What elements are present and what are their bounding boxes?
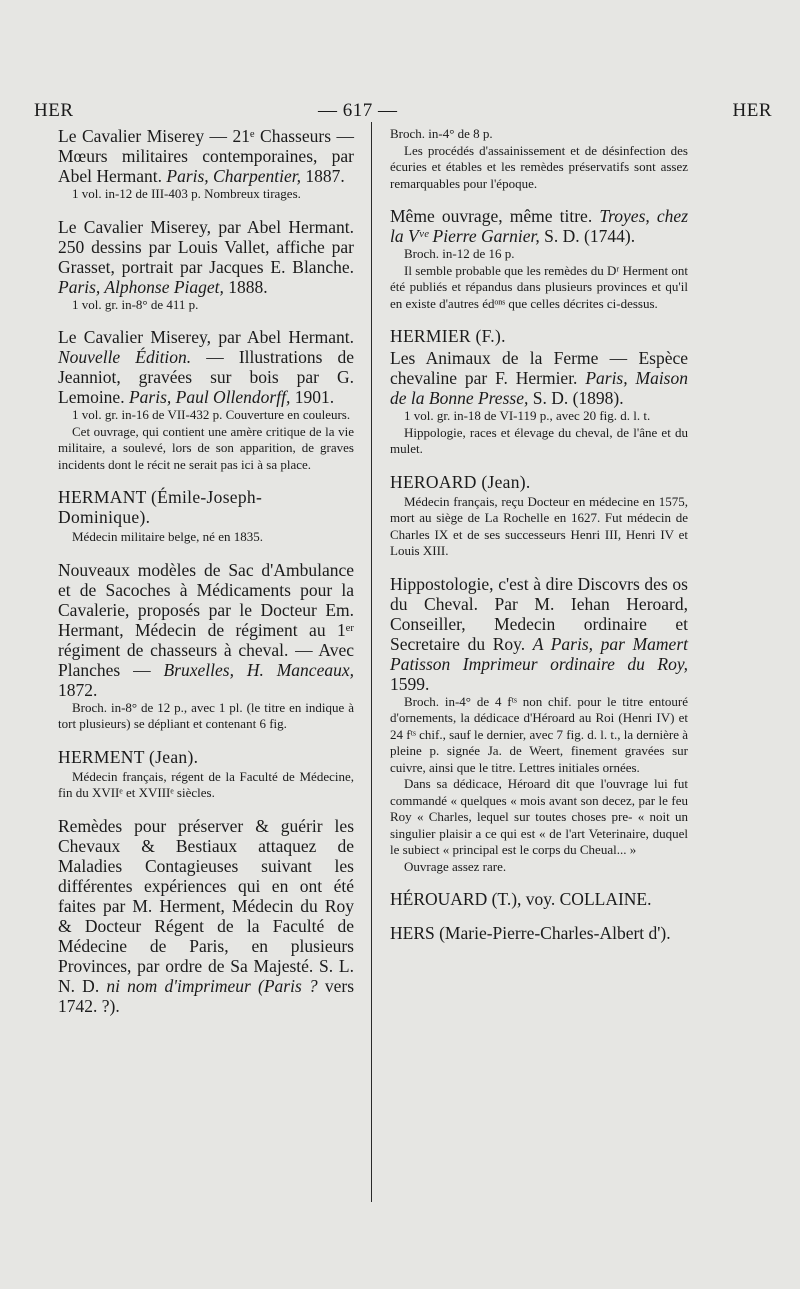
right-column <box>390 126 688 957</box>
entry-note: Les procédés d'assainissement et de désinfection des écuries et étables et les remèdes préservatifs sont assez remarquables pour l'époque. <box>390 142 688 191</box>
entry-note-rarity: Ouvrage assez rare. <box>404 858 507 874</box>
entry-description: Broch. in-4° de 8 p. <box>390 126 493 141</box>
entry-title <box>58 126 354 186</box>
title-text: Remèdes pour préserver & guérir les Chevaux & Bestiaux attaquez de Maladies Contagieuses suivant les différentes expériences qui en ont été faites par M. Herment, Médecin du Roy & Docteur Régent de la Faculté de Médecine de Paris, en plusieurs Provinces, par ordre de Sa Majesté. S. L. N. D. <box>58 815 354 996</box>
year: 1887. <box>305 166 345 186</box>
entry-description: Broch. in-12 de 16 p. <box>404 246 515 261</box>
year: 1872. <box>58 679 98 700</box>
imprint: Paris, Paul Ollendorff, <box>128 387 291 407</box>
entry-note: Cet ouvrage, qui contient une amère critique de la vie militaire, a soulevé, lors de son apparition, de graves incidents dont le récit ne serait pas ici à sa place. <box>58 423 354 472</box>
author-bio: Médecin militaire belge, né en 1835. <box>72 529 263 544</box>
entry-note: Dans sa dédicace, Héroard dit que l'ouvrage lui fut commandé « quelques « mois avant son decez, par le feu Roy « Charles, lequel sur toutes choses pre- « noit un singulier plaisir a ce qui est « de l'art Veterinaire, duquel le subiect « principal est le corps du Cheual... » <box>390 776 688 857</box>
entry-note: Hippologie, races et élevage du cheval, de l'âne et du mulet. <box>390 424 688 456</box>
title-text: Hippostologie, c'est à dire Discovrs des os du Cheval. Par M. Iehan Heroard, Conseiller, Medecin ordinaire et Secretaire du Roy. <box>390 573 688 654</box>
page-number: — 617 — <box>318 100 398 121</box>
entry-description: 1 vol. gr. in-18 de VI-119 p., avec 20 fig. d. l. t. <box>404 408 651 423</box>
running-head <box>34 100 772 124</box>
entry-note: Il semble probable que les remèdes du Dʳ Herment ont été publiés et répandus dans plusieurs provinces et qu'il en existe d'autres édᵒⁿˢ que celles décrites ci-dessus. <box>390 262 688 311</box>
year: S. D. (1898). <box>532 388 624 408</box>
entry-title <box>58 327 354 407</box>
imprint: Paris, Alphonse Piaget, <box>58 276 224 297</box>
year: 1599. <box>390 673 430 694</box>
edition: Nouvelle Édition. <box>58 347 192 367</box>
imprint: Bruxelles, H. Manceaux, <box>163 659 354 680</box>
entry-hippostologie <box>390 574 688 876</box>
entry-title <box>390 348 688 408</box>
imprint: Paris, Charpentier, <box>166 166 302 186</box>
year: 1901. <box>294 387 335 407</box>
imprint: Paris, Maison de la Bonne Presse, <box>390 368 688 408</box>
entry-remedes-cont <box>390 126 688 192</box>
title-text: Les Animaux de la Ferme — Espèce chevaline par F. Hermier. <box>390 348 688 388</box>
entry-cavalier-1887 <box>58 126 354 203</box>
entry-description: Broch. in-4° de 4 fᵗˢ non chif. pour le titre entouré d'ornements, la dédicace d'Héroard au Roi (Henri IV) et 24 fᵗˢ chif., sauf le dernier, avec 7 fig. d. l. t., la dernière à pleine p. signée Ja. de Weert, finement gravées sur cuivre, ainsi que le titre. Lettres initiales ornées. <box>390 693 688 775</box>
title-text: Le Cavalier Miserey, par Abel Hermant. <box>58 327 354 347</box>
entry-description: 1 vol. in-12 de III-403 p. Nombreux tirages. <box>72 186 301 201</box>
entry-title <box>58 816 354 1016</box>
entry-hers <box>390 923 688 943</box>
header-right: HER <box>732 100 772 121</box>
imprint: ni nom d'imprimeur (Paris ? <box>106 975 318 996</box>
year: S. D. (1744). <box>544 226 636 246</box>
year: 1888. <box>228 276 268 297</box>
author-bio: Médecin français, régent de la Faculté de Médecine, fin du XVIIᵉ et XVIIIᵉ siècles. <box>58 768 354 800</box>
entry-title <box>390 206 688 246</box>
entry-description: 1 vol. gr. in-16 de VII-432 p. Couverture en couleurs. <box>72 407 351 422</box>
entry-remedes <box>58 816 354 1016</box>
author-heading: HEROARD (Jean). <box>390 471 531 492</box>
imprint: A Paris, par Mamert Patisson Imprimeur ordinaire du Roy, <box>390 633 688 674</box>
title-text: Le Cavalier Miserey — 21ᵉ Chasseurs — Mœurs militaires contemporaines, par Abel Hermant. <box>58 126 354 186</box>
entry-herouard-xref <box>390 889 688 909</box>
entry-heroard-jean <box>390 472 688 560</box>
imprint: Troyes, chez la Vᵛᵉ Pierre Garnier, <box>390 206 688 246</box>
author-heading: HERMIER (F.). <box>390 326 506 346</box>
entry-cavalier-1901 <box>58 327 354 473</box>
entry-meme-ouvrage <box>390 206 688 312</box>
author-bio: Médecin français, reçu Docteur en médecine en 1575, mort au siège de La Rochelle en 1627. Fut médecin de Charles IX et de ses successeurs Henri III, Henri IV et Louis XIII. <box>390 493 688 558</box>
entry-herment-jean <box>58 747 354 802</box>
entry-title <box>390 574 688 694</box>
author-heading: HERMANT (Émile-Joseph-Dominique). <box>58 487 263 527</box>
title-text: Nouveaux modèles de Sac d'Ambulance et de Sacoches à Médicaments pour la Cavalerie, proposés par le Docteur Em. Hermant, Médecin de régiment au 1ᵉʳ régiment de chasseurs à cheval. — Avec Planches — <box>58 559 354 680</box>
year: vers 1742. ?). <box>58 975 355 1016</box>
author-heading: HERMENT (Jean). <box>58 746 199 767</box>
left-column <box>58 126 354 1030</box>
author-heading: HERS (Marie-Pierre-Charles-Albert d'). <box>390 923 671 943</box>
entry-title <box>58 217 354 297</box>
entry-title <box>58 560 354 700</box>
entry-cavalier-1888 <box>58 217 354 314</box>
column-divider <box>371 122 372 1202</box>
title-text-cont: — Illustrations de Jeanniot, gravées sur bois par G. Lemoine. <box>58 347 355 407</box>
entry-hermier <box>390 326 688 458</box>
entry-description: Broch. in-8° de 12 p., avec 1 pl. (le titre en indique à tort plusieurs) se dépliant et contenant 6 fig. <box>58 699 354 731</box>
title-text: Le Cavalier Miserey, par Abel Hermant. 250 dessins par Louis Vallet, affiche par Grasset, portrait par Jacques E. Blanche. <box>58 216 354 277</box>
entry-sac-ambulance <box>58 560 354 733</box>
header-left: HER <box>34 100 74 121</box>
entry-description: 1 vol. gr. in-8° de 411 p. <box>72 296 199 312</box>
cross-reference: HÉROUARD (T.), voy. COLLAINE. <box>390 889 652 909</box>
entry-hermant-emile <box>58 487 354 546</box>
title-text: Même ouvrage, même titre. <box>390 206 593 226</box>
